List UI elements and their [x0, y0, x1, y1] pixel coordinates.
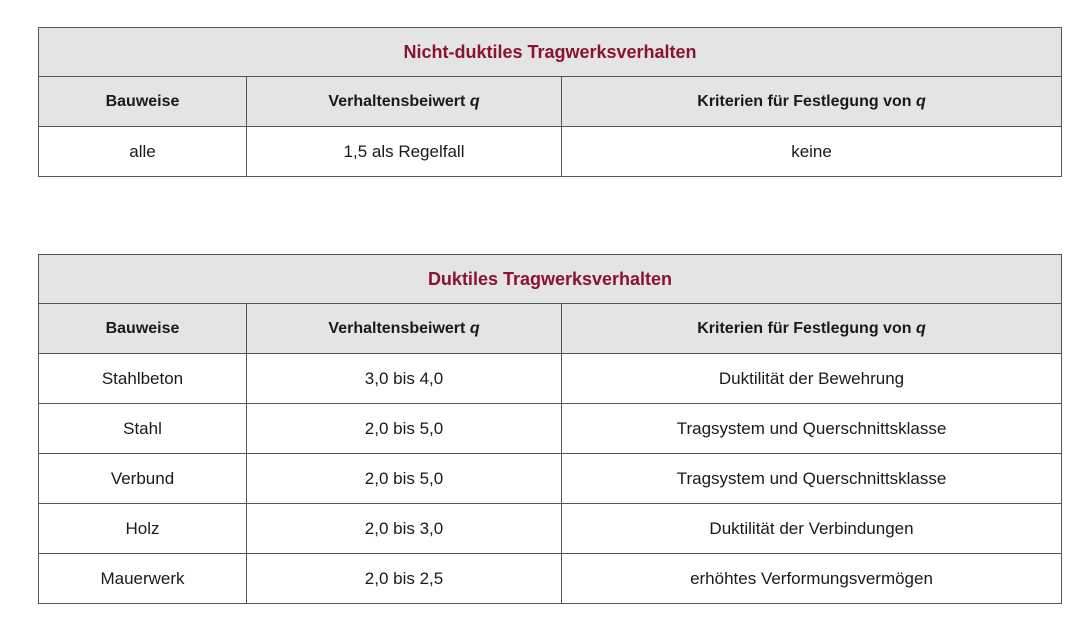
column-header-bauweise [39, 77, 247, 127]
non-ductile-table [38, 27, 1062, 177]
cell-verhaltensbeiwert: 2,0 bis 3,0 [247, 504, 562, 554]
q-symbol: q [469, 92, 480, 110]
cell-kriterien: Tragsystem und Querschnittsklasse [562, 454, 1062, 504]
cell-verhaltensbeiwert: 2,0 bis 2,5 [247, 554, 562, 604]
table-row [39, 127, 1062, 177]
column-header-label: Bauweise [105, 319, 180, 337]
cell-bauweise: Mauerwerk [39, 554, 247, 604]
cell-kriterien: Duktilität der Verbindungen [562, 504, 1062, 554]
cell-bauweise: alle [39, 127, 247, 177]
cell-kriterien: Tragsystem und Querschnittsklasse [562, 404, 1062, 454]
cell-bauweise: Holz [39, 504, 247, 554]
cell-verhaltensbeiwert: 3,0 bis 4,0 [247, 354, 562, 404]
table-row [39, 404, 1062, 454]
table-row [39, 354, 1062, 404]
column-header-kriterien [562, 304, 1062, 354]
cell-kriterien: keine [562, 127, 1062, 177]
q-symbol: q [915, 319, 926, 337]
cell-verhaltensbeiwert: 1,5 als Regelfall [247, 127, 562, 177]
column-header-label: Verhaltensbeiwert [328, 319, 466, 337]
table-row [39, 554, 1062, 604]
column-header-label: Kriterien für Festlegung von [697, 92, 912, 110]
column-header-kriterien [562, 77, 1062, 127]
cell-kriterien: Duktilität der Bewehrung [562, 354, 1062, 404]
column-header-label: Verhaltensbeiwert [328, 92, 466, 110]
cell-bauweise: Stahlbeton [39, 354, 247, 404]
ductile-table [38, 254, 1062, 604]
column-header-bauweise [39, 304, 247, 354]
column-header-verhaltensbeiwert [247, 77, 562, 127]
table-row [39, 504, 1062, 554]
cell-bauweise: Verbund [39, 454, 247, 504]
cell-bauweise: Stahl [39, 404, 247, 454]
column-header-verhaltensbeiwert [247, 304, 562, 354]
cell-verhaltensbeiwert: 2,0 bis 5,0 [247, 404, 562, 454]
column-header-label: Bauweise [105, 92, 180, 110]
table-title: Duktiles Tragwerksverhalten [39, 255, 1062, 304]
table-title: Nicht-duktiles Tragwerksverhalten [39, 28, 1062, 77]
column-header-label: Kriterien für Festlegung von [697, 319, 912, 337]
table-row [39, 454, 1062, 504]
q-symbol: q [915, 92, 926, 110]
cell-kriterien: erhöhtes Verformungsvermögen [562, 554, 1062, 604]
cell-verhaltensbeiwert: 2,0 bis 5,0 [247, 454, 562, 504]
q-symbol: q [469, 319, 480, 337]
